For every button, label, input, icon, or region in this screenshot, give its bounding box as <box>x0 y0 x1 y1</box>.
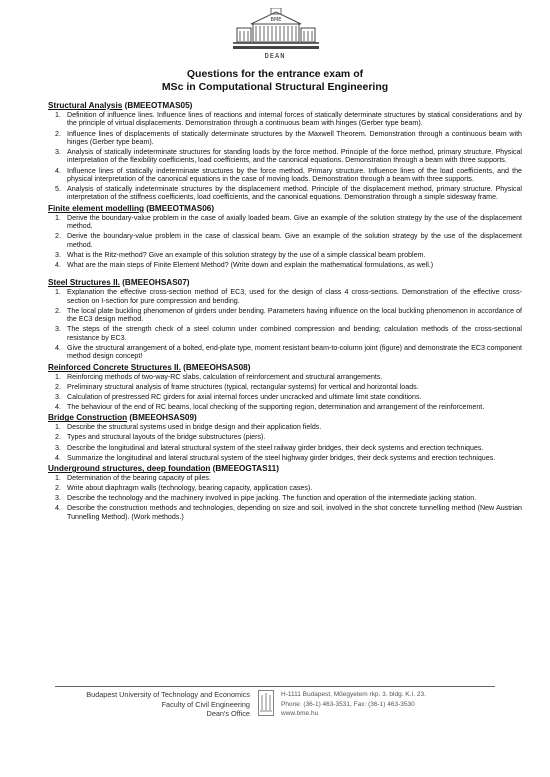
section-heading <box>48 363 522 373</box>
question-item: 1. Explanation the effective cross-section method of EC3, used for the design of class 4 cross-sections. Demonstration of the effective cross-section on I-section for pure compression and bending. <box>55 288 522 305</box>
question-text: Types and structural layouts of the bridge substructures (piers). <box>67 433 266 442</box>
question-item: 4. The behaviour of the end of RC beams, local checking of the supporting region, determination and arrangement of the reinforcement. <box>55 402 485 411</box>
question-text: Describe the longitudinal and lateral structural system of the steel railway girder bridges, their deck systems and erection techniques. <box>67 443 484 452</box>
footer-contact <box>281 690 426 719</box>
question-item: 2. Preliminary structural analysis of frame structures (typical, rectangular systems) for vertical and horizontal loads. <box>55 382 419 391</box>
footer-divider <box>55 686 495 687</box>
page-title-line1: Questions for the entrance exam of <box>186 68 364 80</box>
question-item: 4. Influence lines of statically indeterminate structures by the force method. Primary structure. Influence lines of the load coefficients, and the physical interpretation of the canonical equations in the case of moving loads. Demonstration through a beam with three supports. <box>55 166 522 183</box>
question-text: Influence lines of displacements of statically determinate structures by the Maxwell Theorem. Demonstration through a continuous beam with hinges (Gerber type beam). <box>67 129 522 146</box>
question-text: Summarize the longitudinal and lateral structural system of the steel highway girder bridges, their deck systems and erection techniques. <box>67 453 496 462</box>
section-heading <box>48 413 522 423</box>
section-finite-element-modelling <box>48 204 522 270</box>
footer-emblem-icon <box>258 690 274 716</box>
section-reinforced-concrete <box>48 363 522 412</box>
footer-office: Dean's Office <box>206 709 250 718</box>
question-item: 5. Analysis of statically indeterminate structures by the displacement method. Principle of the displacement method, primary structure. Physical interpretation of the stiffness coefficients, load coefficients, and the canonical equations. Demonstration through a simple sidesway frame. <box>55 185 522 202</box>
question-item: 4. Describe the construction methods and technologies, depending on size and soil, involved in the shot concrete tunnelling method (New Austrian Tunnelling Method). (Work methods.) <box>55 504 522 521</box>
question-text: Explanation the effective cross-section method of EC3, used for the design of class 4 cross-sections. Demonstration of the effective cross-section on I-section for pure compression and bending. <box>67 288 522 305</box>
section-underground-structures <box>48 464 522 521</box>
question-text: Preliminary structural analysis of frame structures (typical, rectangular systems) for vertical and horizontal loads. <box>67 382 419 391</box>
section-name: Steel Structures II. <box>48 278 120 288</box>
question-list <box>48 373 522 412</box>
question-item: 1. Derive the boundary-value problem in the case of axially loaded beam. Give an example of the solution strategy by the use of the displacement method. <box>55 213 522 231</box>
section-name: Bridge Construction <box>48 413 128 423</box>
question-text: Analysis of statically indeterminate structures for standing loads by the force method. Principle of the force method, primary structure. Physical interpretation of the flexibility coefficients, load coefficients, and the canonical equations. Demonstration through a beam with three supports. <box>67 148 522 165</box>
question-text: Write about diaphragm walls (technology, bearing capacity, application cases). <box>67 484 313 493</box>
section-name: Finite element modelling <box>48 203 144 213</box>
question-item: 4. Summarize the longitudinal and lateral structural system of the steel highway girder bridges, their deck systems and erection techniques. <box>55 453 496 462</box>
section-heading <box>48 278 522 288</box>
question-item: 2. Types and structural layouts of the bridge substructures (piers). <box>55 433 266 442</box>
question-item: 3. Calculation of prestressed RC girders for axial internal forces under uncracked and ultimate limit state conditions. <box>55 392 422 401</box>
question-item: 3. The steps of the strength check of a steel column under combined compression and bending; calculation methods of the cross-sectional resistance by EC3. <box>55 325 522 342</box>
question-text: Describe the technology and the machinery involved in pipe jacking. The function and operation of the intermediate jacking station. <box>67 494 477 503</box>
exam-questions <box>48 101 522 523</box>
section-heading <box>48 464 522 474</box>
question-text: Calculation of prestressed RC girders for axial internal forces under uncracked and ultimate limit state conditions. <box>67 392 422 401</box>
question-text: Derive the boundary-value problem in the case of axially loaded beam. Give an example of the solution strategy by the use of the displacement method. <box>67 213 522 231</box>
footer-phone: Phone: (36-1) 463-3531, Fax: (36-1) 463-3530 <box>281 700 415 708</box>
question-item: 1. Determination of the bearing capacity of piles. <box>55 474 211 482</box>
question-item: 1. Definition of influence lines. Influence lines of reactions and internal forces of statically determinate structures by statical considerations and by the principle of virtual displacements. Demonstration through a continuous beam with hinges (Gerber type beam). <box>55 111 522 128</box>
question-item: 2. Write about diaphragm walls (technology, bearing capacity, application cases). <box>55 484 313 493</box>
question-item: 3. What is the Ritz-method? Give an example of this solution strategy by the use of a simple classical beam problem. <box>55 250 426 259</box>
question-item: 1. Reinforcing methods of two-way-RC slabs, calculation of reinforcement and structural arrangements. <box>55 372 383 381</box>
question-text: Analysis of statically indeterminate structures by the displacement method. Principle of the displacement method, primary structure. Physical interpretation of the stiffness coefficients, load coefficients, and the canonical equations. Demonstration through a simple sidesway frame. <box>67 185 522 202</box>
question-item: 4. What are the main steps of Finite Element Method? (Write down and explain the mathematical formulations, as well.) <box>55 260 434 269</box>
question-text: Describe the construction methods and technologies, depending on size and soil, involved in the shot concrete tunnelling method (New Austrian Tunnelling Method). (Work methods.) <box>67 504 522 521</box>
section-name: Reinforced Concrete Structures II. <box>48 362 181 372</box>
question-text: Derive the boundary-value problem in the case of classical beam. Give an example of the solution strategy by the use of the displacement method. <box>67 232 522 249</box>
question-text: What are the main steps of Finite Element Method? (Write down and explain the mathematical formulations, as well.) <box>67 260 434 269</box>
page-title-line2: MSc in Computational Structural Engineering <box>161 81 389 93</box>
logo-lettering: BME <box>270 17 282 23</box>
footer-university: Budapest University of Technology and Economics <box>86 690 250 699</box>
question-item: 1. Describe the structural systems used in bridge design and their application fields. <box>55 423 322 432</box>
question-text: Influence lines of statically indeterminate structures by the force method. Primary structure. Influence lines of the load coefficients, and the physical interpretation of the canonical equations in the case of moving loads. Demonstration through a beam with three supports. <box>67 166 522 183</box>
question-item: 3. Describe the longitudinal and lateral structural system of the steel railway girder bridges, their deck systems and erection techniques. <box>55 443 484 452</box>
footer-website-link[interactable]: www.bme.hu <box>281 710 319 717</box>
question-item: 2. The local plate buckling phenomenon of girders under bending. Parameters having influence on the local buckling phenomenon in accordance of the EC3 design method. <box>55 306 522 324</box>
question-text: Give the structural arrangement of a bolted, end-plate type, moment resistant beam-to-column joint (figure) and demonstrate the EC3 component method design concept! <box>67 343 522 361</box>
question-text: The behaviour of the end of RC beams, local checking of the supporting region, determination and arrangement of the reinforcement. <box>67 402 485 411</box>
section-code: (BMEEOHSAS07) <box>119 278 190 288</box>
question-text: Definition of influence lines. Influence lines of reactions and internal forces of statically determinate structures by statical considerations and by the principle of virtual displacements. Demonstration through a continuous beam with hinges (Gerber type beam). <box>67 111 522 128</box>
question-item: 4. Give the structural arrangement of a bolted, end-plate type, moment resistant beam-to-column joint (figure) and demonstrate the EC3 component method design concept! <box>55 343 522 361</box>
question-text: The steps of the strength check of a steel column under combined compression and bending; calculation methods of the cross-sectional resistance by EC3. <box>67 325 522 342</box>
section-heading <box>48 204 522 214</box>
question-list <box>48 288 522 360</box>
section-bridge-construction <box>48 413 522 462</box>
question-text: What is the Ritz-method? Give an example of this solution strategy by the use of a simple classical beam problem. <box>67 250 426 259</box>
section-structural-analysis <box>48 101 522 202</box>
question-list <box>48 474 522 521</box>
question-list <box>48 111 522 202</box>
footer-institution <box>86 690 250 719</box>
question-text: The local plate buckling phenomenon of girders under bending. Parameters having influence on the local buckling phenomenon in accordance of the EC3 design method. <box>67 306 522 324</box>
section-code: (BMEEOTMAS05) <box>122 101 193 110</box>
question-item: 2. Influence lines of displacements of statically determinate structures by the Maxwell Theorem. Demonstration through a continuous beam with hinges (Gerber type beam). <box>55 129 522 146</box>
question-text: Describe the structural systems used in bridge design and their application fields. <box>67 423 322 432</box>
section-name: Underground structures, deep foundation <box>48 464 211 473</box>
question-item: 3. Analysis of statically indeterminate structures for standing loads by the force method. Principle of the force method, primary structure. Physical interpretation of the flexibility coefficients, load coefficients, and the canonical equations. Demonstration through a beam with three supports. <box>55 148 522 165</box>
section-heading <box>48 101 522 111</box>
question-list <box>48 214 522 270</box>
section-code: (BMEEOTMAS06) <box>144 203 215 213</box>
section-code: (BMEEOGTAS11) <box>210 464 279 473</box>
question-text: Determination of the bearing capacity of piles. <box>67 474 211 482</box>
section-code: (BMEEOHSAS08) <box>180 362 251 372</box>
question-item: 2. Derive the boundary-value problem in the case of classical beam. Give an example of the solution strategy by the use of the displacement method. <box>55 232 522 249</box>
section-name: Structural Analysis <box>48 101 123 110</box>
question-item: 3. Describe the technology and the machinery involved in pipe jacking. The function and operation of the intermediate jacking station. <box>55 494 477 503</box>
question-text: Reinforcing methods of two-way-RC slabs, calculation of reinforcement and structural arrangements. <box>67 372 383 381</box>
footer-address: H-1111 Budapest, Műegyetem rkp. 3. bldg. K.I. 23. <box>281 691 426 698</box>
footer-faculty: Faculty of Civil Engineering <box>161 699 250 709</box>
university-building-logo <box>231 8 321 54</box>
section-code: (BMEEOHSAS09) <box>127 413 197 423</box>
dean-label: DEAN <box>264 52 286 60</box>
question-list <box>48 423 522 462</box>
section-steel-structures <box>48 278 522 360</box>
